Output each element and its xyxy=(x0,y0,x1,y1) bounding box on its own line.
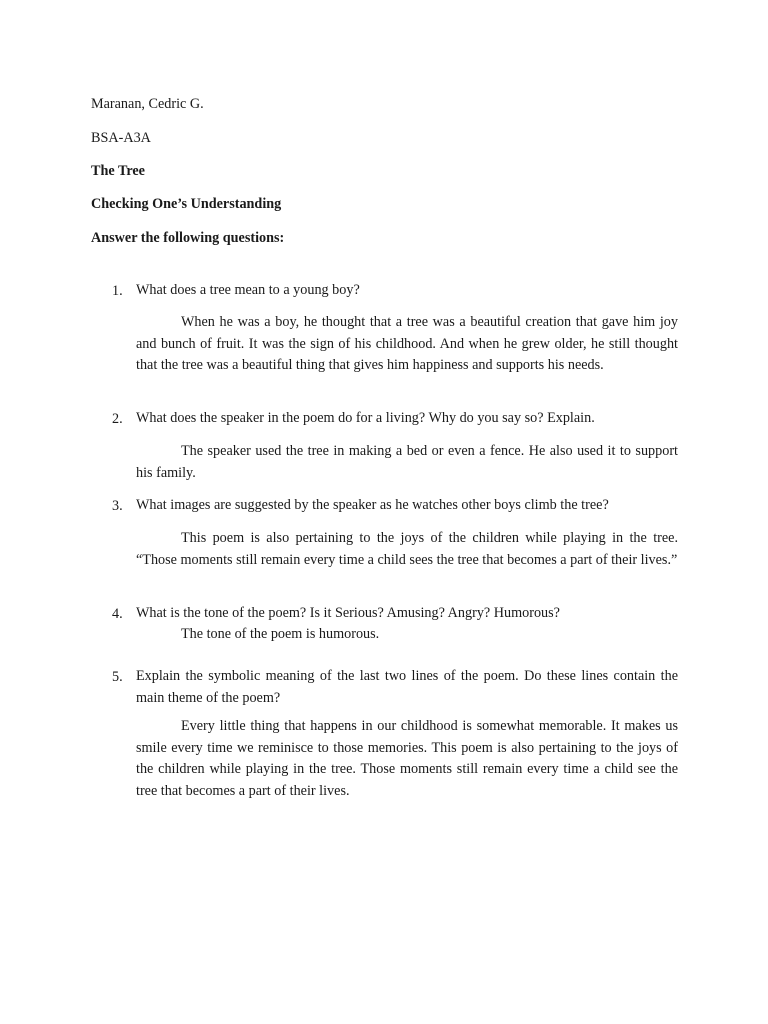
question-text-4: What is the tone of the poem? Is it Serious? Amusing? Angry? Humorous? xyxy=(136,605,560,621)
question-text-1: What does a tree mean to a young boy? xyxy=(136,282,360,298)
question-text-2: What does the speaker in the poem do for a living? Why do you say so? Explain. xyxy=(136,410,595,426)
answer-text-1: When he was a boy, he thought that a tree was a beautiful creation that gave him joy and bunch of fruit. It was the sign of his childhood. And when he grew older, he still thought that the tree was a beautiful thing that gives him happiness and supports his needs. xyxy=(136,314,678,374)
question-number-4: 4. xyxy=(112,606,123,622)
document-title: The Tree xyxy=(91,163,145,179)
question-text-5: Explain the symbolic meaning of the last two lines of the poem. Do these lines contain the main theme of the poem? xyxy=(136,668,678,706)
instruction-text: Answer the following questions: xyxy=(91,230,285,246)
answer-text-4: The tone of the poem is humorous. xyxy=(181,626,380,642)
question-number-2: 2. xyxy=(112,411,123,427)
answer-text-3: This poem is also pertaining to the joys of the children while playing in the tree. “Those moments still remain every time a child sees the tree that becomes a part of their lives.” xyxy=(136,530,678,568)
question-number-3: 3. xyxy=(112,498,123,514)
student-name: Maranan, Cedric G. xyxy=(91,96,204,112)
question-number-5: 5. xyxy=(112,669,123,685)
student-section: BSA-A3A xyxy=(91,130,151,146)
answer-text-2: The speaker used the tree in making a bed or even a fence. He also used it to support his family. xyxy=(136,443,678,481)
question-text-3: What images are suggested by the speaker as he watches other boys climb the tree? xyxy=(136,497,609,513)
document-subtitle: Checking One’s Understanding xyxy=(91,196,282,212)
answer-text-5: Every little thing that happens in our childhood is somewhat memorable. It makes us smile every time we reminisce to those memories. This poem is also pertaining to the joys of the children while playing in the tree. Those moments still remain every time a child see the tree that becomes a part of their lives. xyxy=(136,718,678,799)
question-number-1: 1. xyxy=(112,283,123,299)
